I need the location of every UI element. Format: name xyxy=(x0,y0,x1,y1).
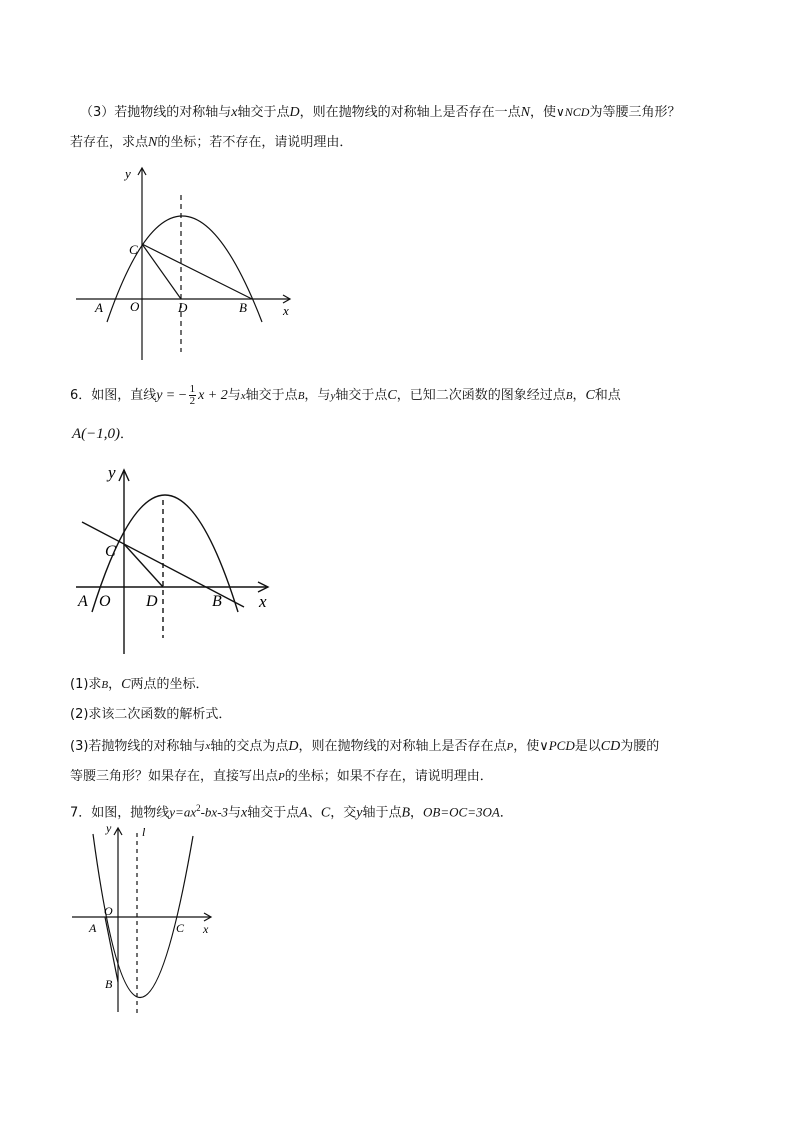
q6-var-x: x xyxy=(240,390,246,402)
q6-text: 轴交于点 xyxy=(335,388,388,403)
q5-var-x: x xyxy=(231,105,238,120)
q5-text: 若存在，求点 xyxy=(70,135,149,150)
q5-text: （3）若抛物线的对称轴与 xyxy=(80,105,232,120)
q6-eq-y: y xyxy=(156,388,163,403)
fig2-label-y: y xyxy=(108,463,116,482)
q6-text: ，使 xyxy=(513,739,540,754)
q6-text: 的坐标；如果不存在，请说明理由． xyxy=(284,769,493,784)
q7-eq: y=ax xyxy=(169,804,197,820)
q6-triangle-pcd: ∨PCD xyxy=(539,738,575,753)
q5-var-d: D xyxy=(289,105,300,120)
q6-var-c: C xyxy=(121,677,131,692)
q7-eq-rest: -bx-3 xyxy=(200,804,229,820)
q7-var-a: A xyxy=(299,805,308,821)
q7-text: ，交 xyxy=(330,805,357,821)
q6-text: (3)若抛物线的对称轴与 xyxy=(70,739,206,754)
q6-var-c: C xyxy=(387,388,397,403)
q6-part2-text: (2)求该二次函数的解析式． xyxy=(70,707,232,722)
q6-eq-rest: x + 2 xyxy=(198,388,228,403)
fig2-label-c: C xyxy=(105,543,116,560)
q6-var-b: B xyxy=(101,679,109,691)
fig1-label-d: D xyxy=(178,300,188,315)
q5-var-n: N xyxy=(148,135,158,150)
fig2-label-d: D xyxy=(146,593,158,610)
q5-triangle-ncd: ∨NCD xyxy=(556,105,590,119)
q7-text: 轴交于点 xyxy=(247,805,300,821)
q6-var-b: B xyxy=(565,390,573,402)
q6-part1-text: (1)求 xyxy=(70,677,102,692)
fig1-label-b: B xyxy=(239,300,247,315)
q5-text: 的坐标；若不存在，请说明理由． xyxy=(157,135,353,150)
q6-text: ． xyxy=(120,427,134,442)
q7-text: 与 xyxy=(228,805,242,821)
q6-text: ， xyxy=(108,677,122,692)
fig1-label-a: A xyxy=(95,300,103,315)
fig3-label-a: A xyxy=(89,921,97,935)
q6-text: 轴的交点为点 xyxy=(210,739,289,754)
q5-text: ，使 xyxy=(530,105,557,120)
q7-text: 轴于点 xyxy=(362,805,402,821)
q6-text: 与 xyxy=(227,388,241,403)
q6-eq-minus: − xyxy=(178,388,187,403)
q6-text: ， xyxy=(572,388,586,403)
q7-var-y: y xyxy=(356,805,363,821)
q5-text: 为等腰三角形？ xyxy=(589,105,681,120)
fig2-label-b: B xyxy=(212,593,222,610)
q6-text: 为腰的 xyxy=(620,739,660,754)
q6-text: 两点的坐标． xyxy=(130,677,209,692)
q6-frac-den: 2 xyxy=(189,395,196,407)
fig1-label-o: O xyxy=(130,299,140,314)
q7-text: ． xyxy=(499,805,513,821)
q7-text: 7．如图，抛物线 xyxy=(70,805,170,821)
q6-segment-cd: CD xyxy=(600,739,621,754)
fig3-label-y: y xyxy=(106,821,112,835)
q6-eq-equals: = xyxy=(166,388,175,403)
fig3-label-b: B xyxy=(105,977,113,991)
q6-var-d: D xyxy=(288,739,299,754)
q5-text: ，则在抛物线的对称轴上是否存在一点 xyxy=(299,105,521,120)
fig3-label-x: x xyxy=(203,922,209,936)
q6-text: 和点 xyxy=(594,388,621,403)
q6-text: 等腰三角形？如果存在，直接写出点 xyxy=(70,769,279,784)
q7-var-c: C xyxy=(320,805,331,821)
q6-text: ，已知二次函数的图象经过点 xyxy=(396,388,566,403)
fig3-label-c: C xyxy=(176,921,185,935)
q5-var-n: N xyxy=(520,105,530,120)
q6-text: 轴交于点 xyxy=(245,388,298,403)
fig1-label-c: C xyxy=(129,242,138,257)
q7-condition: OB=OC=3OA xyxy=(423,804,500,820)
fig3-segment-ab xyxy=(105,917,118,982)
fig3-label-o: O xyxy=(104,904,113,918)
q7-eq-exponent: 2 xyxy=(196,803,201,813)
q6-text: ，则在抛物线的对称轴上是否存在点 xyxy=(298,739,507,754)
q6-var-y: y xyxy=(330,390,336,402)
q6-point-a: A(−1,0) xyxy=(72,426,121,442)
q6-var-c: C xyxy=(585,388,595,403)
q6-var-b: B xyxy=(297,390,305,402)
q6-text: ，与 xyxy=(304,388,331,403)
fig1-label-x: x xyxy=(283,303,289,318)
fig2-label-o: O xyxy=(99,593,111,610)
q7-var-x: x xyxy=(241,805,248,821)
q6-var-x: x xyxy=(205,740,211,752)
q7-text: 、 xyxy=(307,805,321,821)
q6-text: 6．如图，直线 xyxy=(70,388,157,403)
q6-text: 是以 xyxy=(574,739,601,754)
fig1-label-y: y xyxy=(125,166,131,181)
fig2-label-a: A xyxy=(78,593,88,610)
q5-text: 轴交于点 xyxy=(237,105,290,120)
q6-var-p: P xyxy=(506,741,514,753)
q6-var-p: P xyxy=(278,771,285,783)
fig3-label-l: l xyxy=(142,825,146,839)
q6-frac-num: 1 xyxy=(189,383,196,395)
q7-text: ， xyxy=(410,805,424,821)
fig2-label-x: x xyxy=(259,592,267,611)
q7-var-b: B xyxy=(401,805,411,821)
